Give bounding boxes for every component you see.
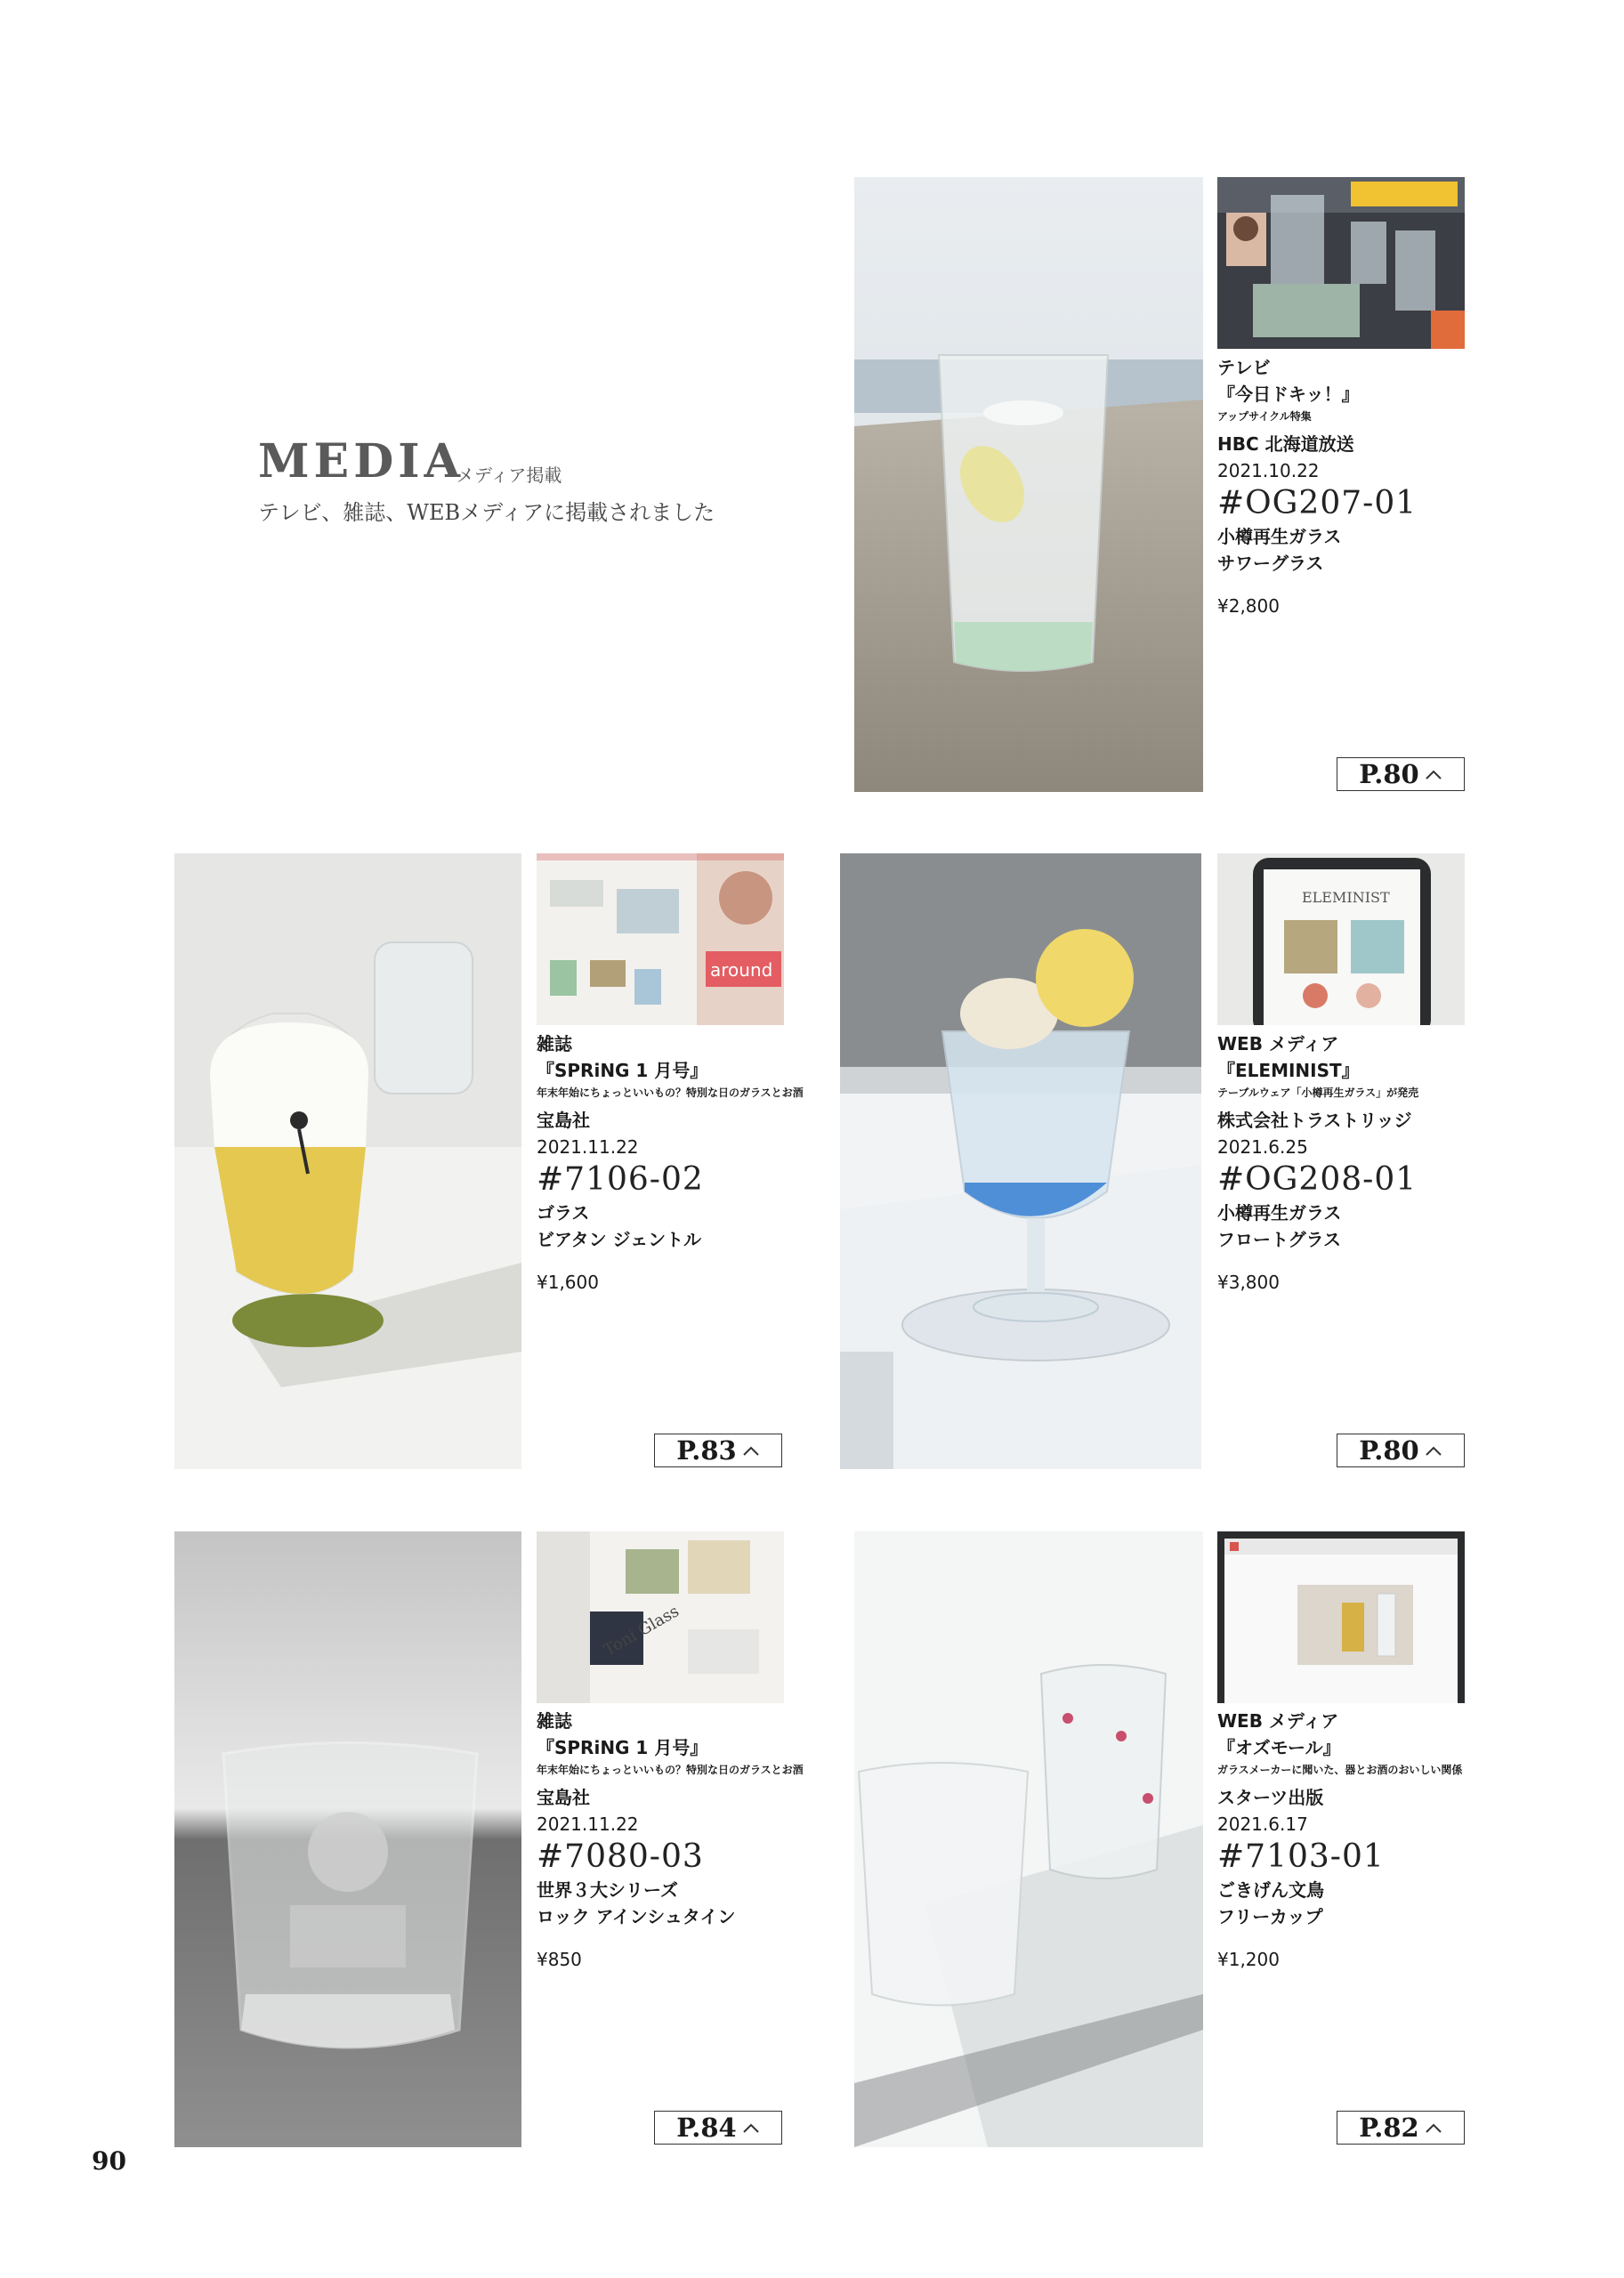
around-text: around	[710, 959, 773, 981]
media-program: 『SPRiNG 1 月号』	[537, 1737, 708, 1758]
media-subtitle: テレビ、雑誌、WEBメディアに掲載されました	[258, 500, 715, 525]
media-note: テーブルウェア「小樽再生ガラス」が発売	[1217, 1086, 1419, 1099]
product-series: 小樽再生ガラス	[1217, 1202, 1342, 1224]
product-price: ¥850	[537, 1949, 582, 1970]
media-program: 『ELEMINIST』	[1217, 1060, 1360, 1081]
media-publisher: スターツ出版	[1217, 1787, 1324, 1808]
media-program: 『今日ドキッ！』	[1217, 384, 1360, 405]
product-photo-rock-glass	[174, 1531, 521, 2147]
media-program: 『SPRiNG 1 月号』	[537, 1060, 708, 1081]
media-item-3	[537, 1708, 830, 1973]
page-link-button[interactable]	[654, 1434, 782, 1467]
media-item-2	[1217, 1030, 1511, 1296]
chevron-up-icon	[742, 2121, 760, 2134]
media-type: WEB メディア	[1217, 1710, 1339, 1732]
magazine-spread-thumbnail	[537, 853, 784, 1025]
media-date: 2021.11.22	[537, 1136, 639, 1158]
media-item-0	[1217, 354, 1511, 619]
media-program: 『オズモール』	[1217, 1737, 1341, 1758]
page-link-button[interactable]	[654, 2111, 782, 2145]
page-link-button[interactable]	[1337, 2111, 1465, 2145]
media-note: アップサイクル特集	[1217, 410, 1312, 423]
page-link-button[interactable]	[1337, 1434, 1465, 1467]
product-series: ごきげん文鳥	[1217, 1879, 1324, 1901]
magazine-page-thumbnail	[537, 1531, 784, 1703]
product-price: ¥1,200	[1217, 1949, 1280, 1970]
media-title-ja: メディア掲載	[456, 464, 562, 486]
product-name: ロック アインシュタイン	[537, 1906, 736, 1927]
web-page-thumbnail	[1217, 1531, 1465, 1703]
product-series: 小樽再生ガラス	[1217, 526, 1342, 547]
product-photo-float-glass	[840, 853, 1201, 1469]
chevron-up-icon	[1425, 1444, 1442, 1457]
media-note: 年末年始にちょっといいもの？特別な日のガラスとお酒	[537, 1086, 804, 1099]
web-article-thumbnail	[1217, 853, 1465, 1025]
product-price: ¥3,800	[1217, 1272, 1280, 1293]
chevron-up-icon	[1425, 2121, 1442, 2134]
chevron-up-icon	[742, 1444, 760, 1457]
page-link-label: P.83	[676, 1435, 737, 1466]
product-code: #7103-01	[1217, 1838, 1385, 1875]
page-link-label: P.82	[1359, 2112, 1419, 2143]
media-type: テレビ	[1217, 357, 1271, 378]
media-title: MEDIA	[258, 434, 465, 489]
product-code: #7106-02	[537, 1161, 704, 1198]
product-price: ¥2,800	[1217, 595, 1280, 617]
media-item-1	[537, 1030, 830, 1296]
product-photo-free-cup	[854, 1531, 1203, 2147]
media-publisher: 宝島社	[537, 1110, 590, 1131]
toni-glass-text: Toni Glass	[601, 1602, 683, 1660]
product-code: #OG207-01	[1217, 485, 1418, 521]
page-link-label: P.84	[676, 2112, 737, 2143]
media-publisher: 宝島社	[537, 1787, 590, 1808]
media-date: 2021.6.25	[1217, 1136, 1308, 1158]
media-date: 2021.6.17	[1217, 1814, 1308, 1835]
media-type: WEB メディア	[1217, 1033, 1339, 1054]
media-note: 年末年始にちょっといいもの？特別な日のガラスとお酒	[537, 1764, 804, 1776]
product-code: #7080-03	[537, 1838, 704, 1875]
page-link-button[interactable]	[1337, 757, 1465, 791]
chevron-up-icon	[1425, 768, 1442, 780]
media-type: 雑誌	[537, 1710, 572, 1732]
product-code: #OG208-01	[1217, 1161, 1418, 1198]
eleminist-logo: ELEMINIST	[1302, 889, 1390, 906]
page-number: 90	[92, 2146, 126, 2176]
media-type: 雑誌	[537, 1033, 572, 1054]
media-publisher: 株式会社トラストリッジ	[1217, 1110, 1412, 1131]
product-photo-sour-glass	[854, 177, 1203, 792]
product-name: フリーカップ	[1217, 1906, 1323, 1927]
media-date: 2021.11.22	[537, 1814, 639, 1835]
product-series: ゴラス	[537, 1202, 590, 1224]
media-date: 2021.10.22	[1217, 460, 1320, 481]
product-name: フロートグラス	[1217, 1229, 1341, 1250]
media-publisher: HBC 北海道放送	[1217, 433, 1354, 455]
page-link-label: P.80	[1359, 1435, 1419, 1466]
tv-screenshot-thumbnail	[1217, 177, 1465, 349]
product-photo-beer-tumbler	[174, 853, 521, 1469]
product-name: サワーグラス	[1217, 553, 1324, 574]
media-note: ガラスメーカーに聞いた、器とお酒のおいしい関係	[1217, 1764, 1463, 1776]
media-item-4	[1217, 1708, 1511, 1973]
product-name: ビアタン ジェントル	[537, 1229, 702, 1250]
product-price: ¥1,600	[537, 1272, 599, 1293]
product-series: 世界３大シリーズ	[537, 1879, 678, 1901]
page-link-label: P.80	[1359, 759, 1419, 789]
